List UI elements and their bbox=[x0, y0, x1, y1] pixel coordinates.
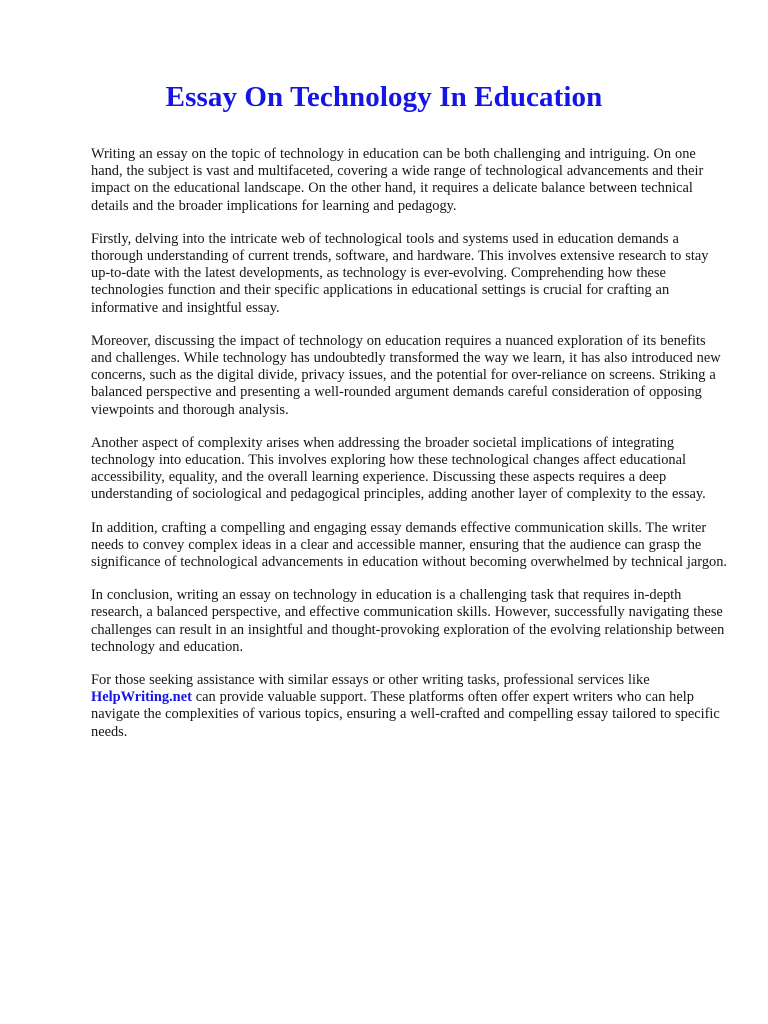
helpwriting-link[interactable]: HelpWriting.net bbox=[91, 689, 192, 706]
paragraph-another-aspect: Another aspect of complexity arises when addressing the broader societal implications of integrating technology into education. This involves exploring how these technological changes affect educational accessibility, equality, and the overall learning experience. Discussing these aspects requires a deep understanding of sociological and pedagogical principles, adding another layer of complexity to the essay. bbox=[91, 434, 706, 503]
paragraph-moreover: Moreover, discussing the impact of technology on education requires a nuanced exploration of its benefits and challenges. While technology has undoubtedly transformed the way we learn, it has also introduced new concerns, such as the digital divide, privacy issues, and the potential for over-reliance on screens. Striking a balanced perspective and presenting a well-rounded argument demands careful consideration of opposing viewpoints and thorough analysis. bbox=[91, 332, 721, 418]
paragraph-intro: Writing an essay on the topic of technology in education can be both challenging and intriguing. On one hand, the subject is vast and multifaceted, covering a wide range of technological advancements and their impact on the educational landscape. On the other hand, it requires a delicate balance between technical details and the broader implications for learning and pedagogy. bbox=[91, 146, 704, 214]
paragraph-in-addition: In addition, crafting a compelling and engaging essay demands effective communication skills. The writer needs to convey complex ideas in a clear and accessible manner, ensuring that the audience can grasp the significance of technological advancements in education without becoming overwhelmed by technical jargon. bbox=[91, 519, 728, 571]
paragraph-assistance bbox=[91, 672, 727, 741]
assistance-text-after-link: can provide valuable support. These platforms often offer expert writers who can help navigate the complexities of various topics, ensuring a well-crafted and compelling essay tailored to specific needs. bbox=[91, 689, 720, 740]
paragraph-conclusion: In conclusion, writing an essay on technology in education is a challenging task that requires in-depth research, a balanced perspective, and effective communication skills. However, successfully navigating these challenges can result in an insightful and thought-provoking exploration of the evolving relationship between technology and education. bbox=[91, 587, 725, 655]
paragraph-firstly: Firstly, delving into the intricate web of technological tools and systems used in education demands a thorough understanding of current trends, software, and hardware. This involves extensive research to stay up-to-date with the latest developments, as technology is ever-evolving. Comprehending how these technologies function and their specific applications in educational settings is crucial for crafting an informative and insightful essay. bbox=[91, 230, 709, 316]
essay-body bbox=[91, 146, 727, 757]
page-title: Essay On Technology In Education bbox=[165, 81, 603, 113]
assistance-text-before-link: For those seeking assistance with similar essays or other writing tasks, professional services like bbox=[91, 672, 650, 689]
